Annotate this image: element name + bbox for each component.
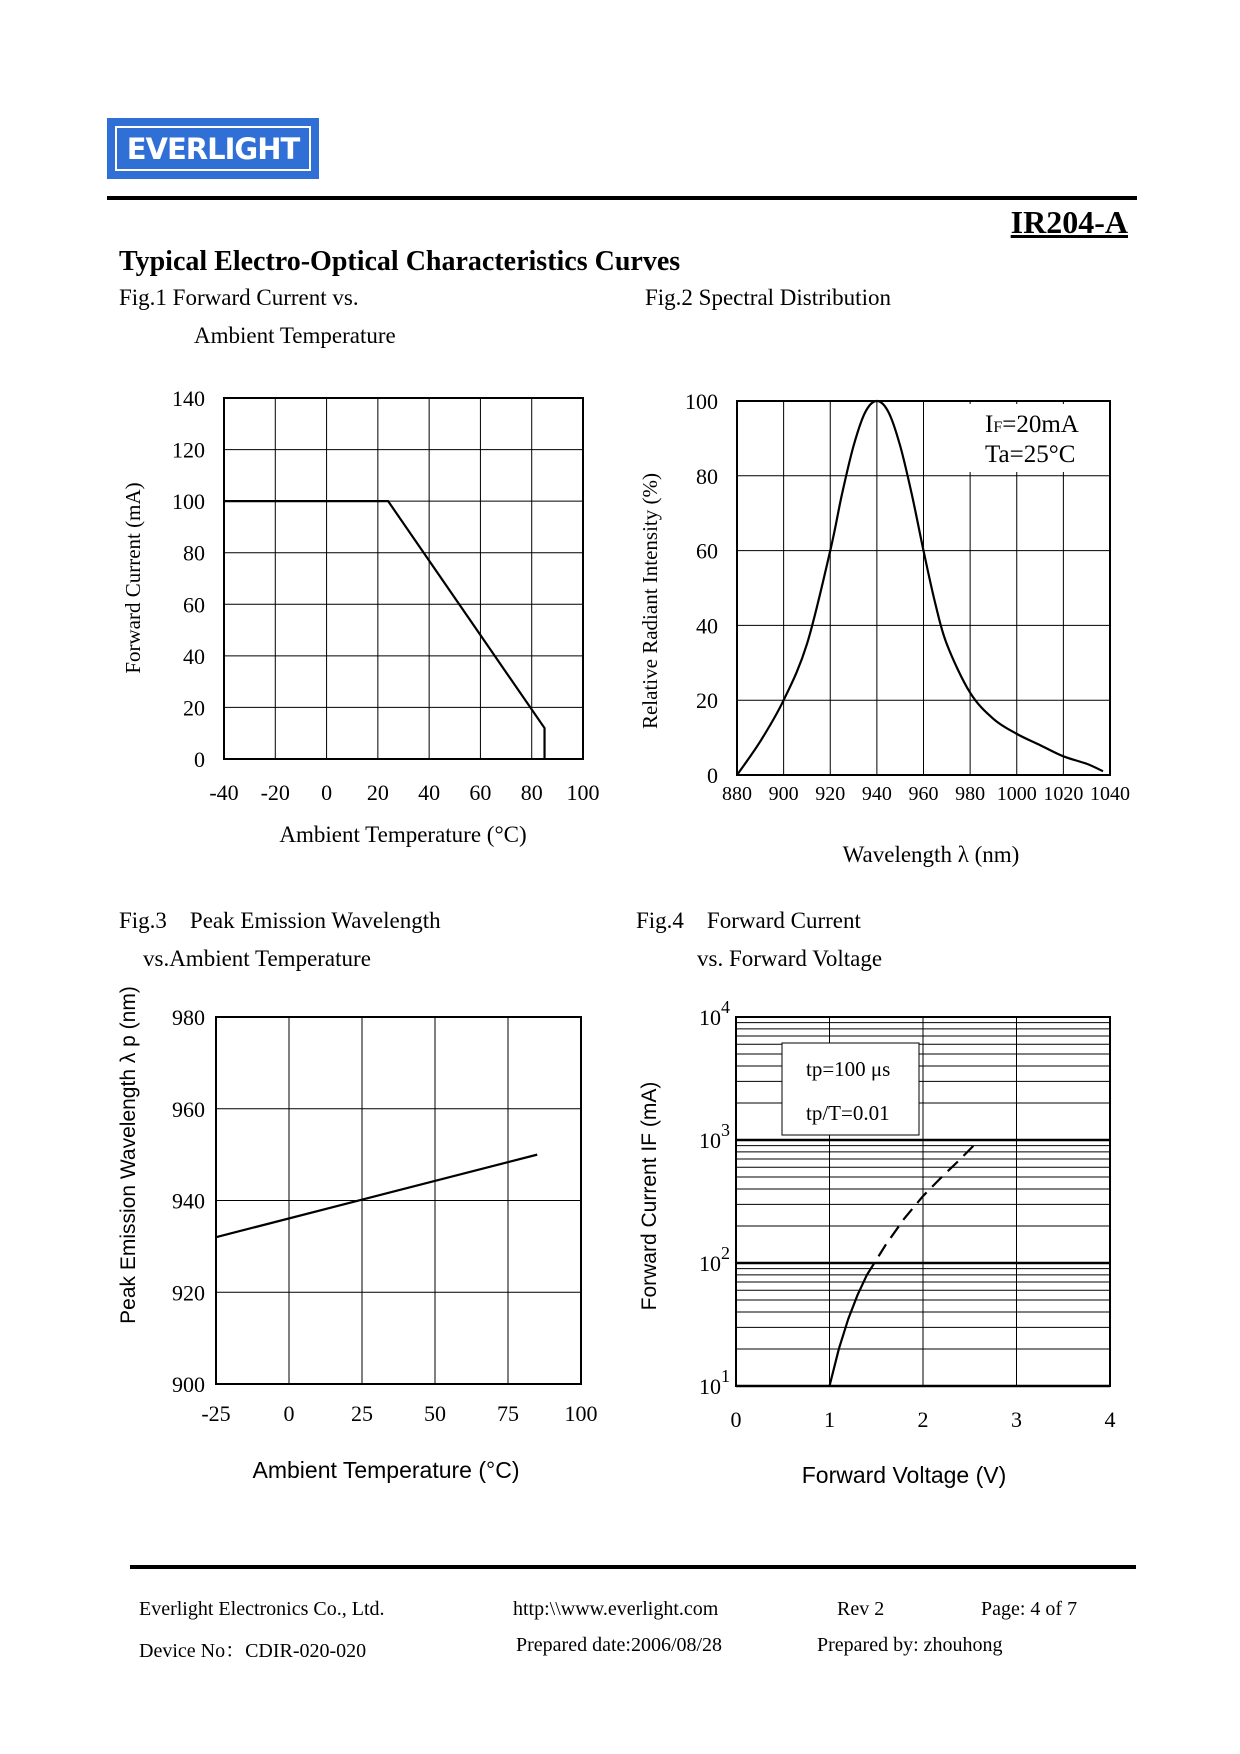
section-title: Typical Electro-Optical Characteristics Curves (119, 246, 681, 277)
fig3-x-tick-label: 0 (283, 1401, 295, 1426)
fig4-x-tick-label: 4 (1104, 1407, 1116, 1432)
footer-device-no: Device No：CDIR-020-020 (139, 1640, 367, 1662)
fig2-x-tick-label: 960 (908, 783, 939, 805)
fig1-y-tick-label: 20 (183, 695, 205, 721)
footer-rule (130, 1565, 1136, 1569)
fig3-y-tick-label: 900 (172, 1372, 205, 1397)
fig1-series-line (224, 501, 545, 759)
fig4-chart (638, 997, 1116, 1488)
fig1-chart (121, 386, 600, 847)
footer-prepared-by: Prepared by: zhouhong (817, 1634, 1003, 1656)
fig4-x-tick-label: 2 (917, 1407, 929, 1432)
footer-url[interactable]: http:\\www.everlight.com (513, 1598, 719, 1620)
footer-company: Everlight Electronics Co., Ltd. (139, 1598, 385, 1620)
fig4-x-tick-label: 0 (730, 1407, 742, 1432)
fig2-x-tick-label: 920 (815, 783, 846, 805)
fig1-x-tick-label: 40 (418, 780, 441, 805)
fig1-x-tick-label: 20 (366, 780, 389, 805)
fig1-caption-1: Fig.1 Forward Current vs. (119, 285, 359, 310)
fig4-x-tick-label: 1 (824, 1407, 835, 1432)
fig2-y-tick-label: 40 (696, 613, 718, 639)
fig2-x-tick-label: 900 (768, 783, 799, 805)
fig4-y-tick-label: $10^2$ (699, 1243, 730, 1276)
fig1-caption-2: Ambient Temperature (194, 323, 396, 348)
logo-text: EVERLIGHT (115, 126, 311, 171)
fig1-y-axis-label: Forward Current (mA) (121, 482, 145, 674)
fig4-y-axis-label: Forward Current IF (mA) (638, 1081, 661, 1311)
fig2-y-tick-label: 20 (696, 688, 718, 714)
fig3-y-tick-label: 980 (172, 1005, 205, 1030)
fig1-x-tick-label: -40 (209, 780, 239, 805)
fig2-x-tick-label: 1040 (1090, 783, 1130, 805)
fig3-x-tick-label: 100 (564, 1401, 598, 1426)
fig2-x-tick-label: 1020 (1043, 783, 1084, 805)
fig1-x-tick-label: -20 (260, 780, 290, 805)
fig4-x-tick-label: 3 (1011, 1407, 1022, 1432)
fig3-x-tick-label: 50 (424, 1401, 446, 1426)
fig3-y-tick-label: 940 (172, 1188, 205, 1214)
part-number: IR204-A (1010, 204, 1128, 240)
fig2-y-tick-label: 60 (696, 538, 718, 564)
fig3-caption-1: Fig.3 Peak Emission Wavelength (119, 908, 441, 933)
fig4-series-line (830, 1275, 867, 1386)
fig2-x-tick-label: 980 (955, 783, 986, 805)
footer-prepared-date: Prepared date:2006/08/28 (516, 1634, 723, 1656)
fig2-y-tick-label: 0 (707, 763, 718, 788)
fig2-chart (638, 389, 1130, 867)
fig1-x-tick-label: 100 (566, 780, 600, 805)
fig2-y-axis-label: Relative Radiant Intensity (%) (638, 472, 662, 730)
fig1-x-tick-label: 80 (520, 780, 543, 805)
fig2-x-axis-label: Wavelength λ (nm) (842, 842, 1020, 867)
fig4-annotation-duty: tp/T=0.01 (806, 1101, 890, 1125)
fig4-y-tick-label: $10^3$ (699, 1120, 730, 1153)
footer-rev: Rev 2 (837, 1598, 885, 1620)
fig3-y-axis-label: Peak Emission Wavelength λ p (nm) (117, 986, 140, 1324)
fig1-y-tick-label: 80 (183, 540, 205, 566)
fig3-y-tick-label: 920 (172, 1280, 205, 1306)
fig3-chart (117, 986, 598, 1483)
fig2-annotation-ta: Ta=25°C (985, 441, 1076, 468)
fig1-x-tick-label: 0 (321, 780, 333, 805)
fig3-series-line (216, 1155, 537, 1238)
fig2-x-tick-label: 940 (861, 783, 892, 805)
fig4-y-tick-label: $10^4$ (699, 997, 730, 1030)
fig2-x-tick-label: 880 (722, 783, 752, 805)
fig1-x-tick-label: 60 (469, 780, 492, 805)
fig3-x-axis-label: Ambient Temperature (°C) (252, 1457, 520, 1483)
fig2-y-tick-label: 100 (685, 389, 718, 414)
fig3-x-tick-label: 75 (497, 1401, 519, 1426)
fig1-y-tick-label: 40 (183, 643, 205, 669)
fig4-annotation-tp: tp=100 μs (806, 1057, 891, 1081)
fig4-caption-2: vs. Forward Voltage (697, 946, 883, 971)
fig3-x-tick-label: 25 (351, 1401, 373, 1426)
fig4-caption-1: Fig.4 Forward Current (636, 908, 861, 933)
fig4-y-tick-label: $10^1$ (699, 1366, 730, 1399)
fig1-y-tick-label: 100 (172, 489, 205, 515)
fig1-x-axis-label: Ambient Temperature (°C) (279, 822, 527, 847)
fig1-y-tick-label: 120 (172, 437, 205, 463)
fig2-caption-1: Fig.2 Spectral Distribution (645, 285, 891, 310)
fig2-annotation-if: IF=20mA (985, 411, 1079, 438)
fig2-y-tick-label: 80 (696, 463, 718, 489)
fig1-y-tick-label: 60 (183, 592, 205, 618)
fig2-x-tick-label: 1000 (996, 783, 1037, 805)
fig3-caption-2: vs.Ambient Temperature (143, 946, 371, 971)
fig3-x-tick-label: -25 (201, 1401, 231, 1426)
fig4-x-axis-label: Forward Voltage (V) (801, 1462, 1007, 1488)
footer-page: Page: 4 of 7 (981, 1598, 1078, 1620)
fig1-y-tick-label: 140 (172, 386, 205, 411)
fig3-y-tick-label: 960 (172, 1096, 205, 1122)
fig1-y-tick-label: 0 (194, 747, 205, 772)
